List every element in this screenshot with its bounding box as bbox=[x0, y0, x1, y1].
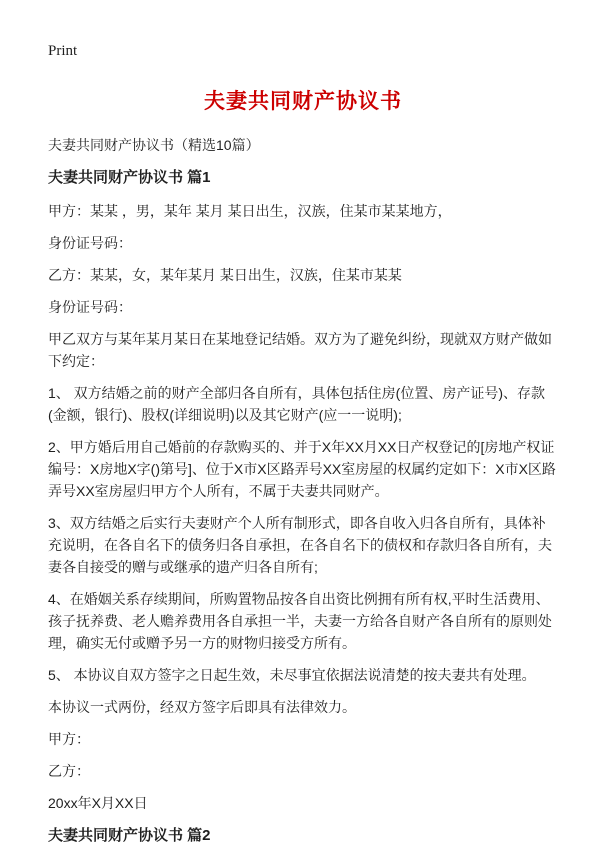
document-subtitle: 夫妻共同财产协议书（精选10篇） bbox=[48, 137, 260, 153]
paragraph: 3、双方结婚之后实行夫妻财产个人所有制形式，即各自收入归各自所有，具体补充说明，在各自名下的债务归各自承担，在各自名下的债权和存款归各自所有，夫妻各自接受的赠与或继承的遗产归各自所有; bbox=[48, 515, 552, 575]
paragraph: 甲方：某某 ，男，某年 某月 某日出生，汉族，住某市某某地方， bbox=[48, 203, 452, 219]
paragraph: 5、 本协议自双方签字之日起生效，未尽事宜依据法说清楚的按夫妻共有处理。 bbox=[48, 667, 536, 683]
section-1-heading: 夫妻共同财产协议书 篇1 bbox=[48, 169, 211, 186]
document-body bbox=[48, 200, 558, 814]
page-title: 夫妻共同财产协议书 bbox=[204, 90, 402, 113]
paragraph: 甲乙双方与某年某月某日在某地登记结婚。双方为了避免纠纷，现就双方财产做如下约定： bbox=[48, 331, 552, 369]
paragraph: 2、甲方婚后用自己婚前的存款购买的、并于X年XX月XX日产权登记的[房地产权证编号：X房地X字()第号]、位于X市X区路弄号XX室房屋的权属约定如下：X市X区路弄号XX室房屋归甲方个人所有，不属于夫妻共同财产。 bbox=[48, 439, 556, 499]
paragraph: 20xx年X月XX日 bbox=[48, 795, 148, 811]
paragraph: 身份证号码： bbox=[48, 299, 132, 315]
paragraph: 身份证号码： bbox=[48, 235, 132, 251]
paragraph: 1、 双方结婚之前的财产全部归各自所有，具体包括住房(位置、房产证号)、存款(金额，银行)、股权(详细说明)以及其它财产(应一一说明); bbox=[48, 385, 545, 423]
paragraph: 本协议一式两份，经双方签字后即具有法律效力。 bbox=[48, 699, 356, 715]
paragraph: 乙方：某某，女，某年某月 某日出生，汉族，住某市某某 bbox=[48, 267, 402, 283]
print-link[interactable]: Print bbox=[48, 43, 78, 59]
paragraph: 甲方： bbox=[48, 731, 90, 747]
paragraph: 乙方： bbox=[48, 763, 90, 779]
paragraph: 4、在婚姻关系存续期间，所购置物品按各自出资比例拥有所有权,平时生活费用、孩子抚养费、老人赡养费用各自承担一半，夫妻一方给各自财产各自所有的原则处理，确实无付或赠予另一方的财物归接受方所有。 bbox=[48, 591, 552, 651]
section-2-heading: 夫妻共同财产协议书 篇2 bbox=[48, 827, 211, 844]
